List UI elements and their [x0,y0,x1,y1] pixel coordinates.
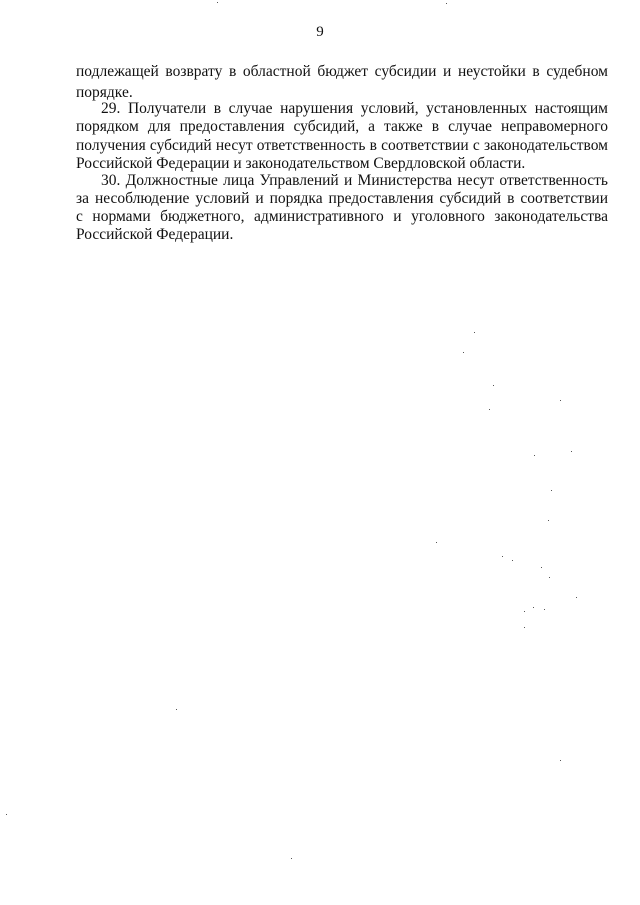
text-line: порядке. [76,84,133,101]
text-line: подлежащей возврату в областной бюджет субсидии и неустойки в судебном [76,63,608,80]
text-line: 29. Получатели в случае нарушения условий, установленных настоящим [101,100,608,117]
page-number: 9 [316,24,324,40]
text-line: с нормами бюджетного, административного и уголовного законодательства [76,208,608,225]
text-line: Российской Федерации и законодательством Свердловской области. [76,155,526,172]
text-line: порядком для предоставления субсидий, а также в случае неправомерного [76,118,608,135]
text-line: 30. Должностные лица Управлений и Министерства несут ответственность [101,172,608,189]
text-line: Российской Федерации. [76,226,234,243]
text-line: получения субсидий несут ответственность в соответствии с законодательством [76,137,608,154]
text-line: за несоблюдение условий и порядка предоставления субсидий в соответствии [76,190,608,207]
